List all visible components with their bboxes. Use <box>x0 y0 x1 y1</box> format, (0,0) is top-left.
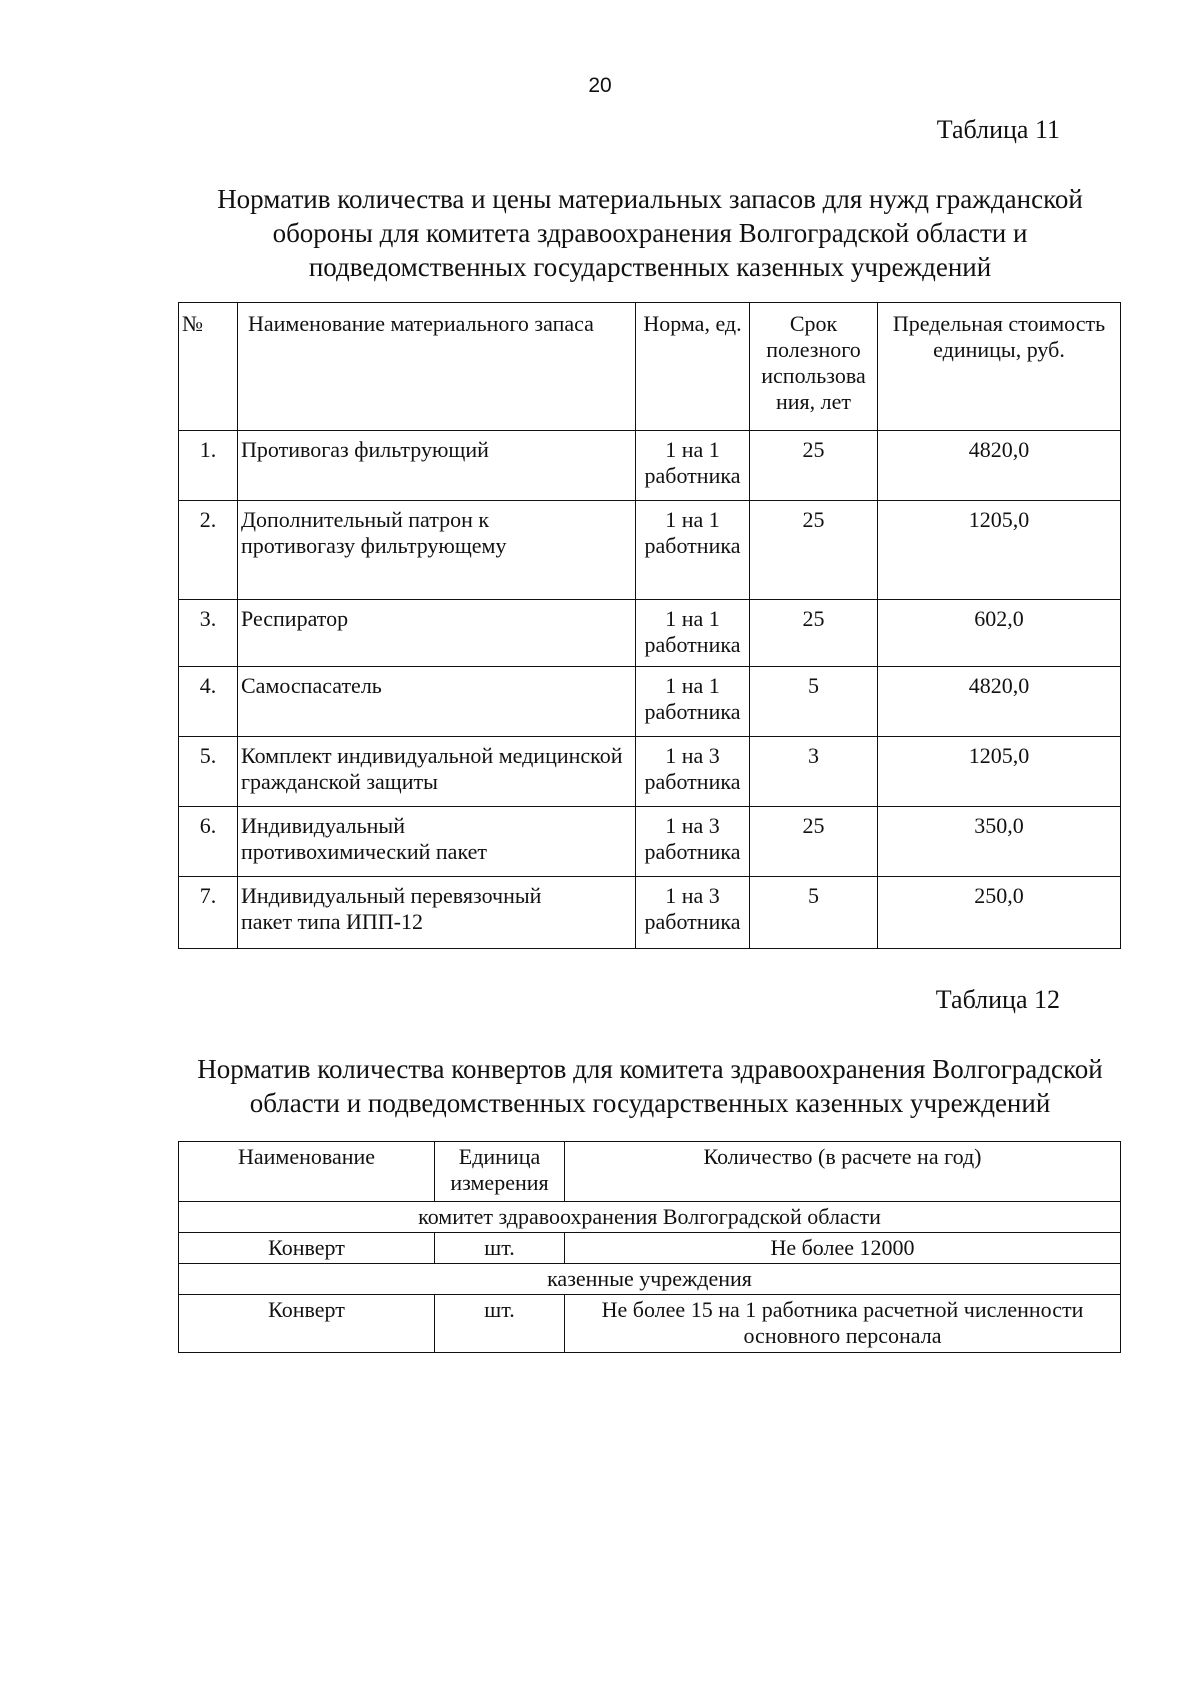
table11-heading-line-2: обороны для комитета здравоохранения Волгоградской области и <box>272 218 1028 248</box>
header-unit: Единица измерения <box>435 1142 565 1202</box>
row-num: 7. <box>179 877 238 949</box>
row-price: 4820,0 <box>878 667 1121 737</box>
row-norm: 1 на 1 работника <box>636 600 750 667</box>
row-norm: 1 на 3 работника <box>636 807 750 877</box>
row-norm: 1 на 3 работника <box>636 877 750 949</box>
table11 <box>178 302 1121 949</box>
table-row <box>179 737 1121 807</box>
table12-heading-line-2: области и подведомственных государственных казенных учреждений <box>249 1088 1051 1118</box>
header-name: Наименование материального запаса <box>238 303 636 431</box>
row-term: 25 <box>750 501 878 600</box>
row-norm: 1 на 1 работника <box>636 667 750 737</box>
header-norm: Норма, ед. <box>636 303 750 431</box>
header-num: № <box>179 303 238 431</box>
table-row <box>179 667 1121 737</box>
section-row <box>179 1202 1121 1233</box>
section-title: комитет здравоохранения Волгоградской области <box>179 1202 1121 1233</box>
table12-header-row <box>179 1142 1121 1202</box>
table11-heading-line-3: подведомственных государственных казенных учреждений <box>308 252 992 282</box>
table11-header-row <box>179 303 1121 431</box>
row-price: 350,0 <box>878 807 1121 877</box>
row-num: 4. <box>179 667 238 737</box>
page-number: 20 <box>588 74 612 97</box>
row-name: Респиратор <box>238 600 636 667</box>
row-term: 3 <box>750 737 878 807</box>
header-name: Наименование <box>179 1142 435 1202</box>
row-name: Комплект индивидуальной медицинской гражданской защиты <box>238 737 636 807</box>
table-row <box>179 1233 1121 1264</box>
row-unit: шт. <box>435 1295 565 1353</box>
table11-heading-line-1: Норматив количества и цены материальных запасов для нужд гражданской <box>217 184 1083 214</box>
row-qty: Не более 12000 <box>565 1233 1121 1264</box>
row-term: 5 <box>750 667 878 737</box>
row-name: Индивидуальный противохимический пакет <box>238 807 636 877</box>
row-norm: 1 на 1 работника <box>636 501 750 600</box>
table12 <box>178 1141 1121 1353</box>
row-norm: 1 на 3 работника <box>636 737 750 807</box>
row-name: Конверт <box>179 1233 435 1264</box>
row-price: 4820,0 <box>878 431 1121 501</box>
row-price: 1205,0 <box>878 737 1121 807</box>
row-unit: шт. <box>435 1233 565 1264</box>
table-row <box>179 877 1121 949</box>
row-price: 602,0 <box>878 600 1121 667</box>
row-num: 1. <box>179 431 238 501</box>
header-price: Предельная стоимость единицы, руб. <box>878 303 1121 431</box>
row-term: 25 <box>750 431 878 501</box>
row-qty: Не более 15 на 1 работника расчетной численности основного персонала <box>565 1295 1121 1353</box>
table12-heading <box>150 1052 1150 1120</box>
table12-label: Таблица 12 <box>935 985 1060 1014</box>
row-name: Противогаз фильтрующий <box>238 431 636 501</box>
section-title: казенные учреждения <box>179 1264 1121 1295</box>
header-qty: Количество (в расчете на год) <box>565 1142 1121 1202</box>
row-num: 5. <box>179 737 238 807</box>
table11-heading <box>150 182 1150 284</box>
row-name: Индивидуальный перевязочный пакет типа ИПП-12 <box>238 877 636 949</box>
row-num: 3. <box>179 600 238 667</box>
table-row <box>179 1295 1121 1353</box>
row-name: Конверт <box>179 1295 435 1353</box>
row-name: Дополнительный патрон к противогазу фильтрующему <box>238 501 636 600</box>
table-row <box>179 807 1121 877</box>
table12-heading-line-1: Норматив количества конвертов для комитета здравоохранения Волгоградской <box>197 1054 1103 1084</box>
table11-label: Таблица 11 <box>936 115 1060 144</box>
row-name: Самоспасатель <box>238 667 636 737</box>
row-term: 25 <box>750 600 878 667</box>
section-row <box>179 1264 1121 1295</box>
row-num: 6. <box>179 807 238 877</box>
row-term: 25 <box>750 807 878 877</box>
row-price: 250,0 <box>878 877 1121 949</box>
table-row <box>179 431 1121 501</box>
table-row <box>179 600 1121 667</box>
table-row <box>179 501 1121 600</box>
row-norm: 1 на 1 работника <box>636 431 750 501</box>
row-num: 2. <box>179 501 238 600</box>
row-term: 5 <box>750 877 878 949</box>
header-term: Срок полезного использова ния, лет <box>750 303 878 431</box>
row-price: 1205,0 <box>878 501 1121 600</box>
